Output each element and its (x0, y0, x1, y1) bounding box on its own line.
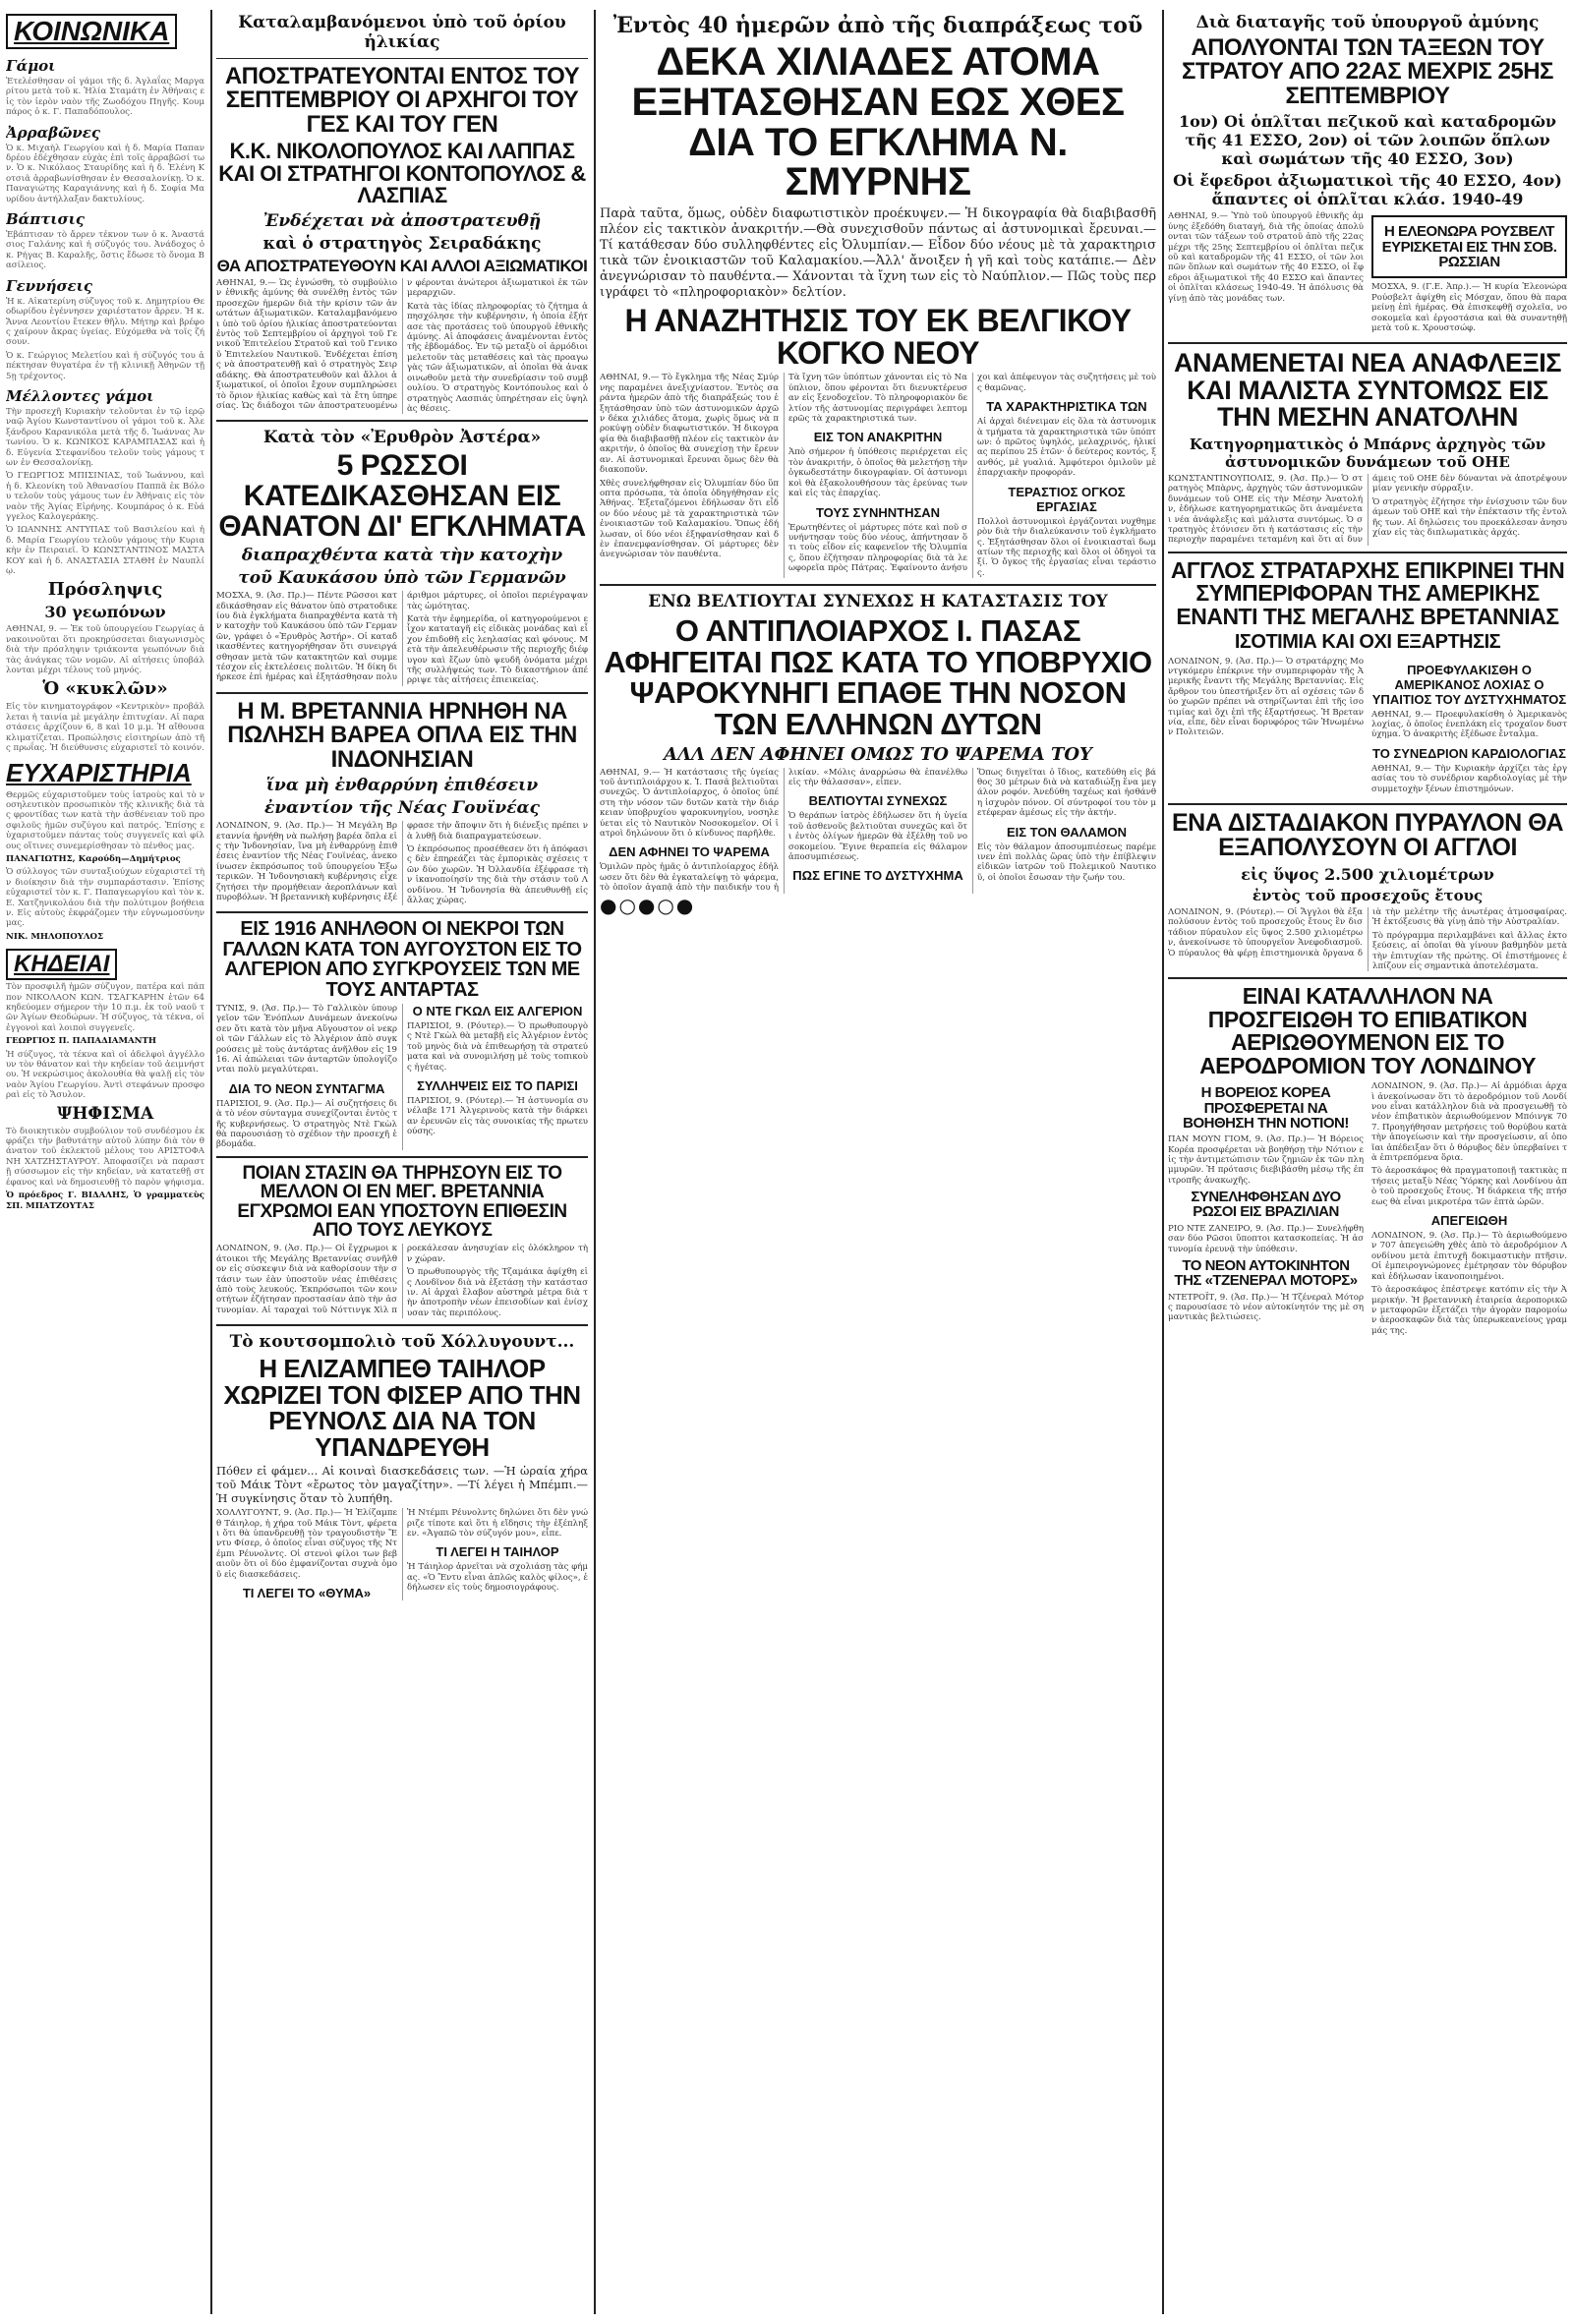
article-body (1168, 211, 1364, 336)
ornament: ●○●○● (600, 893, 696, 917)
article-headline: ΔΕΚΑ ΧΙΛΙΑΔΕΣ ΑΤΟΜΑ ΕΞΗΤΑΣΘΗΣΑΝ ΕΩΣ ΧΘΕΣ ΔΙΑ ΤΟ ΕΓΚΛΗΜΑ Ν. ΣΜΥΡΝΗΣ (631, 40, 1125, 204)
article-row (1168, 657, 1567, 797)
thanks-header: ΕΥΧΑΡΙΣΤΗΡΙΑ (6, 757, 192, 787)
column-two (216, 10, 588, 2314)
article-body (600, 373, 1156, 578)
article-text: Εἰς τὸν θάλαμον ἀποσυμπιέσεως παρέμεινεν ἐπὶ πολλὰς ὥρας ὑπὸ τὴν ἐπίβλεψιν εἰδικῶν ἰατρῶν τοῦ Πολεμικοῦ Ναυτικοῦ, οἱ ὁποῖοι ἔσωσαν τὴν ζωήν του. (977, 842, 1156, 883)
article-text: ΑΘΗΝΑΙ, 9.— Ἡ κατάστασις τῆς ὑγείας τοῦ ἀντιπλοιάρχου κ. Ἰ. Πασᾶ βελτιοῦται συνεχῶς. Ὁ ἀντιπλοίαρχος, ὁ ὁποῖος ὑπέστη τὴν νόσον τῶν δυτῶν κατὰ τὴν διάρκειαν ὑποβρυχίου ψαροκυνηγίου, νοσηλεύεται εἰς τὸ Ναυτικὸν Νοσοκομεῖον. Οἱ ἰατροὶ δηλώνουν ὅτι ὁ κίνδυνος παρῆλθε. (600, 767, 779, 839)
article-text: ΑΘΗΝΑΙ, 9.— Ὡς ἐγνώσθη, τὸ συμβούλιον ἐθνικῆς ἀμύνης θὰ συνέλθῃ ἐντὸς τῶν προσεχῶν ἡμερῶν διὰ τὴν κρίσιν τῶν ἀνωτάτων ἀξιωματικῶν. Καταλαμβανόμενοι ὑπὸ τοῦ ὁρίου ἡλικίας ἀποστρατεύονται ἐντὸς τοῦ Σεπτεμβρίου οἱ ἀρχηγοὶ τοῦ Γενικοῦ Ἐπιτελείου Στρατοῦ καὶ τοῦ Γενικοῦ Ἐπιτελείου Ναυτικοῦ. Ἐνδέχεται ἐπίσης νὰ ἀποστρατευθῇ καὶ ὁ στρατηγὸς Σειραδάκης. Θὰ ἀποστρατευθοῦν καὶ ἄλλοι ἀξιωματικοί, οἱ ὁποῖοι ἔχουν συμπληρώσει τὸ ὅριον ἡλικίας καθὼς καὶ τὰ ἔτη ὑπηρεσίας. Ὡς διάδοχοι τῶν ἀποστρατευομένων φέρονται ἀνώτεροι ἀξιωματικοὶ ἐκ τῶν μεραρχιῶν. (216, 278, 588, 411)
births-header: Γεννήσεις (6, 276, 93, 295)
article-headline: ΕΙΣ 1916 ΑΝΗΛΘΟΝ ΟΙ ΝΕΚΡΟΙ ΤΩΝ ΓΑΛΛΩΝ ΚΑΤΑ ΤΟΝ ΑΥΓΟΥΣΤΟΝ ΕΙΣ ΤΟ ΑΛΓΕΡΙΟΝ ΑΠΟ ΣΥΓΚΡΟΥΣΕΙΣ ΤΩΝ ΜΕ ΤΟΥΣ ΑΝΤΑΡΤΑΣ (222, 918, 582, 1001)
article-subheading: ΤΑ ΧΑΡΑΚΤΗΡΙΣΤΙΚΑ ΤΩΝ (986, 399, 1147, 415)
article-text: ΚΩΝΣΤΑΝΤΙΝΟΥΠΟΛΙΣ, 9. (Ἀσ. Πρ.)— Ὁ στρατηγὸς Μπὰρνς, ἀρχηγὸς τῶν ἀστυνομικῶν δυνάμεων τοῦ ΟΗΕ εἰς τὴν Μέσην Ἀνατολήν, ἐδήλωσε κατηγορηματικῶς ὅτι ἀναμένεται νέα ἀνάφλεξις καὶ μάλιστα συντόμως. Ὁ στρατηγὸς ἐτόνισεν ὅτι ἡ κατάστασις εἰς τὴν περιοχὴν παραμένει τεταμένη καὶ ὅτι αἱ δυνάμεις τοῦ ΟΗΕ δὲν δύνανται νὰ ἀποτρέψουν μίαν γενικὴν σύρραξιν. (1168, 473, 1567, 546)
article-headline: ΑΠΟΣΤΡΑΤΕΥΟΝΤΑΙ ΕΝΤΟΣ ΤΟΥ ΣΕΠΤΕΜΒΡΙΟΥ ΟΙ ΑΡΧΗΓΟΙ ΤΟΥ ΓΕΣ ΚΑΙ ΤΟΥ ΓΕΝ (224, 63, 580, 138)
column-four (1168, 10, 1567, 2314)
social-header: ΚΟΙΝΩΝΙΚΑ (6, 14, 177, 49)
article-body (1371, 1081, 1567, 1339)
article-text: ΧΟΛΛΥΓΟΥΝΤ, 9. (Ἀσ. Πρ.)— Ἡ Ἐλίζαμπεθ Τάιηλορ, ἡ χήρα τοῦ Μάικ Τὸντ, φέρεται ὅτι θὰ ὑπανδρευθῇ τὸν τραγουδιστὴν Ἔντυ Φίσερ, ὁ ὁποῖος εἶναι σύζυγος τῆς Ντέμπι Ρέυνολντς. Οἱ στενοὶ φίλοι των βεβαιοῦν ὅτι οἱ δύο ἐμφανίζονται συχνὰ ὁμοῦ εἰς διασκεδάσεις. (216, 1508, 397, 1580)
article-headline: Ο ΑΝΤΙΠΛΟΙΑΡΧΟΣ Ι. ΠΑΣΑΣ ΑΦΗΓΕΙΤΑΙ ΠΩΣ ΚΑΤΑ ΤΟ ΥΠΟΒΡΥΧΙΟ ΨΑΡΟΚΥΝΗΓΙ ΕΠΑΘΕ ΤΗΝ ΝΟΣΟΝ ΤΩΝ ΕΛΛΗΝΩΝ ΔΥΤΩΝ (604, 613, 1152, 741)
article-headline: Η ΒΟΡΕΙΟΣ ΚΟΡΕΑ ΠΡΟΣΦΕΡΕΤΑΙ ΝΑ ΒΟΗΘΗΣΗ ΤΗΝ ΝΟΤΙΟΝ! (1183, 1084, 1349, 1132)
article-text: Ὁ σύλλογος τῶν συνταξιούχων εὐχαριστεῖ τὴν διοίκησιν διὰ τὴν συμπαράστασιν. Ἐπίσης εὐχαριστεῖ τὸν κ. Γ. Παπαγεωργίου καὶ τὸν κ. Ε. Χατζηνικολάου διὰ τὴν πολύτιμον βοήθειαν. Εἰς αὐτοὺς ἐκφράζομεν τὴν εὐγνωμοσύνην μας. (6, 867, 204, 929)
article-text: Ὁ πρωθυπουργὸς τῆς Τζαμάικα ἀφίχθη εἰς Λονδῖνον διὰ νὰ ἐξετάσῃ τὴν κατάστασιν. Αἱ ἀρχαὶ ἔλαβον αὐστηρὰ μέτρα διὰ τὴν ἀποτροπὴν νέων ἐπεισοδίων καὶ ἐνίσχυσαν τὰς περιπόλους. (407, 1267, 588, 1318)
article-kicker: ΕΝΩ ΒΕΛΤΙΟΥΤΑΙ ΣΥΝΕΧΩΣ Η ΚΑΤΑΣΤΑΣΙΣ ΤΟΥ (648, 592, 1108, 612)
divider (600, 584, 1156, 586)
article-text: ΑΘΗΝΑΙ, 9. — Ἐκ τοῦ ὑπουργείου Γεωργίας ἀνακοινοῦται ὅτι προκηρύσσεται διαγωνισμὸς διὰ τὴν πρόσληψιν τριάκοντα γεωπόνων διὰ τὰς ἀνάγκας τῶν νομῶν. Αἱ αἰτήσεις ὑποβάλλονται μέχρι τέλους τοῦ μηνός. (6, 624, 204, 676)
hiring-subheader: 30 γεωπόνων (44, 603, 166, 622)
article-headline: Η Μ. ΒΡΕΤΑΝΝΙΑ ΗΡΝΗΘΗ ΝΑ ΠΩΛΗΣΗ ΒΑΡΕΑ ΟΠΛΑ ΕΙΣ ΤΗΝ ΙΝΔΟΝΗΣΙΑΝ (227, 697, 577, 773)
divider (1168, 803, 1567, 805)
article-text: Ὁμιλῶν πρὸς ἡμᾶς ὁ ἀντιπλοίαρχος ἐδήλωσεν ὅτι δὲν θὰ ἐγκαταλείψῃ τὸ ψάρεμα, τὸ ὁποῖον ἀγαπᾷ ἀπὸ τὴν παιδικήν του ἡλικίαν. «Μόλις ἀναρρώσω θὰ ἐπανέλθω εἰς τὴν θάλασσαν», εἶπεν. (600, 767, 967, 894)
article-text: Χθὲς συνελήφθησαν εἰς Ὀλυμπίαν δύο ὕποπτα πρόσωπα, τὰ ὁποῖα ὁδηγήθησαν εἰς Ἀθήνας. Ἐξεταζόμενοι ἐδήλωσαν ὅτι εἶδον δύο νέους μὲ τὰ χαρακτηριστικὰ τῶν ἐνοικιαστῶν τοῦ Καλαμακίου. Ὅπως ἐδήλωσαν, οἱ δύο νέοι ἐξηφανίσθησαν καὶ δὲν ἐπανεμφανίσθησαν. Οἱ μάρτυρες δὲν ἀνεγνώρισαν τὸν παυθέντα. (600, 478, 779, 560)
article-text: Ὁ ἐκπρόσωπος προσέθεσεν ὅτι ἡ ἀπόφασις δὲν ἐπηρεάζει τὰς ἐμπορικὰς σχέσεις τῶν δύο χωρῶν. Ἡ Ὀλλανδία ἐξέφρασε τὴν ἱκανοποίησίν της διὰ τὴν στάσιν τοῦ Λονδίνου. Ἡ Ἰνδονησία θὰ ἀπευθυνθῇ εἰς ἄλλας χώρας. (407, 843, 588, 906)
article-subheadline: 1ον) Οἱ ὁπλῖται πεζικοῦ καὶ καταδρομῶν τῆς 41 ΕΣΣΟ, 2ον) οἱ τῶν λοιπῶν ὅπλων καὶ σωμάτων τῆς 40 ΕΣΣΟ, 3ον) (1178, 112, 1557, 169)
article-text: Ἐβάπτισαν τὸ ἄρρεν τέκνον των ὁ κ. Ἀναστάσιος Γαλάνης καὶ ἡ σύζυγός του. Ἀνάδοχος ὁ κ. Ρήγας Β. Καραλῆς, ὅστις ἔδωσε τὸ ὄνομα Βασίλειος. (6, 230, 204, 271)
boxed-article (1371, 215, 1567, 278)
divider (216, 1156, 588, 1158)
article-text: Ἐρωτηθέντες οἱ μάρτυρες πότε καὶ ποῦ συνήντησαν τοὺς δύο νέους, ἀπήντησαν ὅτι τοὺς εἶδον εἰς καφενεῖον τῆς Ὀλυμπίας, ὅπου ἐζήτησαν πληροφορίας διὰ τὰ λεωφορεῖα πρὸς Πάτρας. Ἐφαίνοντο ἀνήσυχοι καὶ ἀπέφευγον τὰς συζητήσεις μὲ τοὺς θαμῶνας. (788, 373, 1156, 574)
article-sidebar (1168, 1081, 1364, 1339)
article-row (1168, 1081, 1567, 1339)
kukloi-header: Ὁ «κυκλῶν» (42, 678, 168, 700)
article-subheading: ΕΙΣ ΤΟΝ ΑΝΑΚΡΙΤΗΝ (813, 430, 943, 445)
article-body (1168, 474, 1567, 546)
article-sidebar (1371, 211, 1567, 336)
article-text: Ὁ θεράπων ἰατρὸς ἐδήλωσεν ὅτι ἡ ὑγεία τοῦ ἀσθενοῦς βελτιοῦται συνεχῶς καὶ ὅτι ἐντὸς ὀλίγων ἡμερῶν θὰ ἐξέλθῃ τοῦ νοσοκομείου. Ἔγινε θεραπεία εἰς θάλαμον ἀποσυμπιέσεως. (788, 811, 967, 862)
article-subheadline: ΙΣΟΤΙΜΙΑ ΚΑΙ ΟΧΙ ΕΞΑΡΤΗΣΙΣ (1234, 631, 1501, 654)
article-text: Ὅπως διηγεῖται ὁ ἴδιος, κατεδύθη εἰς βάθος 30 μέτρων διὰ νὰ καταδιώξῃ ἕνα μεγάλον ροφόν. Ἀνεδύθη ταχέως καὶ ἠσθάνθη ἰσχυρὸν πόνον. Οἱ σύντροφοί του τὸν μετέφεραν ἀμέσως εἰς τὴν ἀκτήν. (977, 767, 1156, 819)
article-text: ΤΥΝΙΣ, 9. (Ἀσ. Πρ.)— Τὸ Γαλλικὸν ὑπουργεῖον τῶν Ἐνόπλων Δυνάμεων ἀνεκοίνωσεν ὅτι κατὰ τὸν μῆνα Αὔγουστον οἱ νεκροὶ τῶν Γάλλων εἰς τὸ Ἀλγέριον ἀπὸ συγκρούσεις μὲ τοὺς ἀντάρτας ἀνῆλθον εἰς 1916. Αἱ ἀπώλειαι τῶν ἀνταρτῶν ὑπολογίζονται πολὺ μεγαλύτεραι. (216, 1003, 397, 1075)
article-text: ΛΟΝΔΙΝΟΝ, 9. (Ἀσ. Πρ.)— Ὁ στρατάρχης Μοντγκόμερυ ἐπέκρινε τὴν συμπεριφορὰν τῆς Ἀμερικῆς ἔναντι τῆς Μεγάλης Βρεταννίας. Εἰς ἄρθρον του ὑπεστήριξεν ὅτι αἱ σχέσεις τῶν δύο χωρῶν πρέπει νὰ στηρίζωνται ἐπὶ τῆς ἰσοτιμίας καὶ ὄχι ἐπὶ τῆς ἐξαρτήσεως. Ἡ Βρεταννία, εἶπε, δὲν εἶναι δορυφόρος τῶν Ἡνωμένων Πολιτειῶν. (1168, 656, 1364, 738)
article-text: Τὸ πρόγραμμα περιλαμβάνει καὶ ἄλλας ἐκτοξεύσεις, αἱ ὁποῖαι θὰ γίνουν βαθμηδὸν μετὰ τὴν ἐπιτυχίαν τῆς πρώτης. Οἱ ἐπιστήμονες ἐλπίζουν εἰς σημαντικὰ ἀποτελέσματα. (1372, 930, 1567, 971)
article-text: Αἱ ἀρχαὶ διένειμαν εἰς ὅλα τὰ ἀστυνομικὰ τμήματα τὰ χαρακτηριστικὰ τῶν ὑπόπτων: ὁ πρῶτος ὑψηλός, μελαχρινός, ἡλικίας περίπου 25 ἐτῶν· ὁ δεύτερος κοντός, ξανθός, μὲ γυαλιά. Ἀμφότεροι ὁμιλοῦν μὲ ἐπαρχιακὴν προφοράν. (977, 417, 1156, 479)
article-kicker: Καταλαμβανόμενοι ὑπὸ τοῦ ὁρίου ἡλικίας (238, 13, 566, 52)
article-body (216, 1508, 588, 1600)
article-text: ΑΘΗΝΑΙ, 9.— Προεφυλακίσθη ὁ Ἀμερικανὸς λοχίας, ὁ ὁποῖος ἐνεπλάκη εἰς τροχαῖον δυστύχημα. Ὁ ἀνακριτὴς ἐξέδωσε ἔνταλμα. (1371, 709, 1567, 740)
article-text: Ὁ κ. Μιχαὴλ Γεωργίου καὶ ἡ δ. Μαρία Παπανδρέου ἐδέχθησαν εὐχὰς ἐπὶ τοῖς ἀρραβῶσί των. Ὁ κ. Νικόλαος Σταυρίδης καὶ ἡ δ. Ἑλένη Κοτσιᾶ ἀρραβωνίσθησαν ἐν Θεσσαλονίκῃ. Ὁ κ. Παναγιώτης Καραγιάννης καὶ ἡ δ. Σοφία Μαυρίδου ἀντήλλαξαν δακτυλίους. (6, 143, 204, 204)
article-body (216, 591, 588, 686)
article-text: Ἡ Ντέμπι Ρέυνολντς δηλώνει ὅτι δὲν γνώριζε τίποτε καὶ ὅτι ἡ εἴδησις τὴν ἐξέπληξεν. «Ἀγαπῶ τὸν σύζυγόν μου», εἶπε. (407, 1508, 588, 1540)
baptisms-header: Βάπτισις (6, 210, 86, 229)
article-subheadline: ἵνα μὴ ἐνθαρρύνη ἐπιθέσειν (265, 776, 539, 796)
divider (1168, 977, 1567, 979)
signature: Ὁ πρόεδρος Γ. ΒΙΔΑΛΗΣ, Ὁ γραμματεὺς ΣΠ. ΜΠΑΤΖΟΥΤΑΣ (6, 1191, 204, 1211)
divider (216, 692, 588, 694)
article-row (1168, 211, 1567, 336)
article-headline: ΑΠΟΛΥΟΝΤΑΙ ΤΩΝ ΤΑΞΕΩΝ ΤΟΥ ΣΤΡΑΤΟΥ ΑΠΟ 22ΑΣ ΜΕΧΡΙΣ 25ΗΣ ΣΕΠΤΕΜΒΡΙΟΥ (1182, 34, 1553, 109)
article-text: Ὁ κ. Γεώργιος Μελετίου καὶ ἡ σύζυγός του ἀπέκτησαν θυγατέρα ἐν τῇ κλινικῇ Ἀθηνῶν τῇ 5ῃ τρέχοντος. (6, 350, 204, 381)
article-text: Θερμῶς εὐχαριστοῦμεν τοὺς ἰατροὺς καὶ τὸ νοσηλευτικὸν προσωπικὸν τῆς κλινικῆς διὰ τὰς φροντίδας των κατὰ τὴν ἀσθένειαν τοῦ προσφιλοῦς ἡμῶν συζύγου καὶ πατρός. Ἐπίσης εὐχαριστοῦμεν πάντας τοὺς συγγενεῖς καὶ φίλους οἵτινες συνεμερίσθησαν τὸ πένθος μας. (6, 789, 204, 851)
article-subheading: ΤΙ ΛΕΓΕΙ Η ΤΑΙΗΛΟΡ (436, 1544, 559, 1560)
article-subheading: ΒΕΛΤΙΟΥΤΑΙ ΣΥΝΕΧΩΣ (808, 793, 948, 809)
article-body (216, 1004, 588, 1150)
divider (216, 911, 588, 913)
column-rule (1162, 10, 1164, 2314)
article-text: ΠΑΝ ΜΟΥΝ ΓΙΟΜ, 9. (Ἀσ. Πρ.)— Ἡ Βόρειος Κορέα προσφέρεται νὰ βοηθήσῃ τὴν Νότιον εἰς τὴν ἀντιμετώπισιν τῶν ζημιῶν ἐκ τῶν πλημμυρῶν. Ἡ πρότασις διεβιβάσθη μέσῳ τῆς ἐπιτροπῆς ἀνακωχῆς. (1168, 1134, 1364, 1186)
article-headline: ΕΝΑ ΔΙΣΤΑΔΙΑΚΟΝ ΠΥΡΑΥΛΟΝ ΘΑ ΕΞΑΠΟΛΥΣΟΥΝ ΟΙ ΑΓΓΛΟΙ (1171, 808, 1564, 862)
article-subheading: ΤΙ ΛΕΓΕΙ ΤΟ «ΘΥΜΑ» (242, 1586, 372, 1601)
article-body (216, 821, 588, 905)
signature: ΓΕΩΡΓΙΟΣ Π. ΠΑΠΑΔΙΑΜΑΝΤΗ (6, 1036, 157, 1047)
article-text: Τὰ ἴχνη τῶν ὑπόπτων χάνονται εἰς τὸ Ναύπλιον, ὅπου φέρονται ὅτι διενυκτέρευσαν εἰς ξενοδοχεῖον. Τὸ πληροφοριακὸν δελτίον τῆς ἀστυνομίας περιγράφει λεπτομερῶς τὰ χαρακτηριστικά των. (788, 373, 967, 425)
article-subheading: ΣΥΛΛΗΨΕΙΣ ΕΙΣ ΤΟ ΠΑΡΙΣΙ (417, 1078, 578, 1094)
article-text: Ἡ σύζυγος, τὰ τέκνα καὶ οἱ ἀδελφοὶ ἀγγέλλουν τὸν θάνατον καὶ τὴν κηδείαν τοῦ ἀειμνήστου. Ἡ νεκρώσιμος ἀκολουθία θὰ ψαλῇ εἰς τὸν ναὸν Ἁγίου Γεωργίου. Ἀντὶ στεφάνων προσφοραὶ εἰς τὸ Ἄσυλον. (6, 1049, 204, 1101)
article-text: ΝΤΕΤΡΟΪΤ, 9. (Ἀσ. Πρ.)— Ἡ Τζένεραλ Μότορς παρουσίασε τὸ νέον αὐτοκίνητόν της μὲ σημαντικὰς βελτιώσεις. (1168, 1292, 1364, 1323)
article-kicker: Τὸ κουτσομπολιὸ τοῦ Χόλλυγουντ... (229, 1332, 575, 1353)
article-text: Ὁ ΙΩΑΝΝΗΣ ΑΝΤΥΠΑΣ τοῦ Βασιλείου καὶ ἡ δ. Μαρία Γεωργίου τελοῦν γάμους τὴν Κυριακὴν ἐν Πειραιεῖ. Ὁ ΚΩΝΣΤΑΝΤΙΝΟΣ ΜΑΣΤΑΚΟΥ καὶ ἡ δ. ΑΝΑΣΤΑΣΙΑ ΣΤΑΘΗ ἐν Ναυπλίῳ. (6, 525, 204, 577)
signature: ΝΙΚ. ΜΗΛΟΠΟΥΛΟΣ (6, 931, 104, 942)
article-text: Εἰς τὸν κινηματογράφον «Κεντρικὸν» προβάλλεται ἡ ταινία μὲ μεγάλην ἐπιτυχίαν. Αἱ παραστάσεις ἀρχίζουν 6, 8 καὶ 10 μ.μ. Ἡ αἴθουσα κλιματίζεται. Προπώλησις εἰσιτηρίων ἀπὸ τῆς πρωΐας. Ἡ διεύθυνσις εὐχαριστεῖ τὸ κοινόν. (6, 702, 204, 754)
divider (216, 1324, 588, 1326)
article-subheadline: ΘΑ ΑΠΟΣΤΡΑΤΕΥΘΟΥΝ ΚΑΙ ΑΛΛΟΙ ΑΞΙΩΜΑΤΙΚΟΙ (216, 256, 588, 275)
article-subheading: ΤΕΡΑΣΤΙΟΣ ΟΓΚΟΣ ΕΡΓΑΣΙΑΣ (1008, 484, 1126, 514)
article-headline: ΠΟΙΑΝ ΣΤΑΣΙΝ ΘΑ ΤΗΡΗΣΟΥΝ ΕΙΣ ΤΟ ΜΕΛΛΟΝ ΟΙ ΕΝ ΜΕΓ. ΒΡΕΤΑΝΝΙΑ ΕΓΧΡΩΜΟΙ ΕΑΝ ΥΠΟΣΤΟΥΝ ΕΠΙΘΕΣΙΝ ΑΠΟ ΤΟΥΣ ΛΕΥΚΟΥΣ (237, 1162, 567, 1241)
column-rule (210, 10, 212, 2314)
article-headline: 5 ΡΩΣΣΟΙ ΚΑΤΕΔΙΚΑΣΘΗΣΑΝ ΕΙΣ ΘΑΝΑΤΟΝ ΔΙ' ΕΓΚΛΗΜΑΤΑ (218, 449, 586, 543)
article-kicker: Ἐνδέχεται νὰ ἀποστρατευθῇ (262, 210, 542, 231)
article-kicker: Διὰ διαταγῆς τοῦ ὑπουργοῦ ἀμύνης (1195, 13, 1540, 32)
article-text: Ἡ κ. Αἰκατερίνη σύζυγος τοῦ κ. Δημητρίου Θεοδωρίδου ἐγέννησεν χαριέστατον ἄρρεν. Ἡ κ. Ἄννα Λεοντίου ἔτεκεν θῆλυ. Μήτηρ καὶ βρέφος χαίρουν ἄκρας ὑγείας. Εὐχόμεθα νὰ τοῖς ζήσουν. (6, 296, 204, 348)
article-subheading: ΠΡΟΕΦΥΛΑΚΙΣΘΗ Ο ΑΜΕΡΙΚΑΝΟΣ ΛΟΧΙΑΣ Ο ΥΠΑΙΤΙΟΣ ΤΟΥ ΔΥΣΤΥΧΗΜΑΤΟΣ (1371, 662, 1567, 707)
article-subheadline: ἐναντίον τῆς Νέας Γουϊνέας (263, 798, 540, 819)
article-subheading: ΔΕΝ ΑΦΗΝΕΙ ΤΟ ΨΑΡΕΜΑ (609, 844, 770, 860)
article-text: ΠΑΡΙΣΙΟΙ, 9. (Ρόυτερ).— Ἡ ἀστυνομία συνέλαβε 171 Ἀλγερινοὺς κατὰ τὴν διάρκειαν ἐρευνῶν εἰς τὰς συνοικίας τῆς πρωτευούσης. (407, 1096, 588, 1137)
article-text: ΑΘΗΝΑΙ, 9.— Τὸ ἔγκλημα τῆς Νέας Σμύρνης παραμένει ἀνεξιχνίαστον. Ἐντὸς σαράντα ἡμερῶν ἀπὸ τῆς διαπράξεώς του ἐξητάσθησαν ὑπὸ τῶν ἀστυνομικῶν ἀρχῶν δέκα χιλιάδες ἄτομα, χωρὶς ὅμως νὰ προκύψῃ οὐδὲν διαφωτιστικόν. Ἡ δικογραφία θὰ διαβιβασθῇ πλέον εἰς τακτικὸν ἀνακριτήν, ὁ ὁποῖος θὰ συνεχίσῃ τὴν ἔρευναν. Αἱ ἀστυνομικαὶ ἔρευναι ὅμως δὲν θὰ διακοποῦν. (600, 373, 779, 476)
hiring-header: Πρόσληψις (47, 579, 163, 601)
article-text: ΛΟΝΔΙΝΟΝ, 9. (Ἀσ. Πρ.)— Οἱ ἔγχρωμοι κάτοικοι τῆς Μεγάλης Βρεταννίας συνῆλθον εἰς σύσκεψιν διὰ νὰ καθορίσουν τὴν στάσιν των ἐὰν ὑποστοῦν νέας ἐπιθέσεις ἀπὸ τοὺς λευκούς. Ἐκπρόσωποι τῶν κοινοτήτων ἐζήτησαν προστασίαν ἀπὸ τὴν ἀστυνομίαν. Αἱ ταραχαὶ τοῦ Νόττινγκ Χὶλ προεκάλεσαν ἀνησυχίαν εἰς ὁλόκληρον τὴν χώραν. (216, 1244, 588, 1315)
divider (216, 58, 588, 59)
article-text: ΠΑΡΙΣΙΟΙ, 9. (Ἀσ. Πρ.)— Αἱ συζητήσεις διὰ τὸ νέον σύνταγμα συνεχίζονται ἐντὸς τῆς κυβερνήσεως. Ὁ στρατηγὸς Ντὲ Γκὼλ θὰ παρουσιάσῃ τὸ σχέδιον τὴν προσεχῆ ἑβδομάδα. (216, 1098, 397, 1150)
article-kicker: Κατὰ τὸν «Ἐρυθρὸν Ἀστέρα» (262, 428, 542, 448)
article-subheadline: ἐντὸς τοῦ προσεχοῦς ἔτους (1252, 886, 1484, 904)
article-text: ΑΘΗΝΑΙ, 9.— Τὴν Κυριακὴν ἀρχίζει τὰς ἐργασίας του τὸ συνέδριον καρδιολογίας μὲ τὴν συμμετοχὴν ξένων ἐπιστημόνων. (1371, 763, 1567, 794)
divider (1168, 552, 1567, 553)
article-text: Ἐτελέσθησαν οἱ γάμοι τῆς δ. Ἀγλαΐας Μαργαρίτου μετὰ τοῦ κ. Ἠλία Σταμάτη ἐν Ἀθήναις εἰς τὸν ἱερὸν ναὸν τῆς Ζωοδόχου Πηγῆς. Κουμπάρος ὁ κ. Γ. Παπαδόπουλος. (6, 77, 204, 118)
article-text: ΡΙΟ ΝΤΕ ΖΑΝΕΙΡΟ, 9. (Ἀσ. Πρ.)— Συνελήφθησαν δύο Ρῶσοι ὕποπτοι κατασκοπείας. Ἡ ἀστυνομία ἐρευνᾷ τὴν ὑπόθεσιν. (1168, 1223, 1364, 1254)
article-subheadline: διαπραχθέντα κατὰ τὴν κατοχὴν (241, 546, 563, 566)
article-text: ΛΟΝΔΙΝΟΝ, 9. (Ρόυτερ).— Οἱ Ἄγγλοι θὰ ἐξαπολύσουν ἐντὸς τοῦ προσεχοῦς ἔτους ἓν διστάδιον πύραυλον εἰς ὕψος 2.500 χιλιομέτρων, ἀνεκοίνωσε τὸ ὑπουργεῖον Ἀνεφοδιασμοῦ. Ὁ πύραυλος θὰ φέρῃ ἐπιστημονικὰ ὄργανα διὰ τὴν μελέτην τῆς ἀνωτέρας ἀτμοσφαίρας. Ἡ ἐκτόξευσις θὰ γίνῃ ἀπὸ τὴν Αὐστραλίαν. (1168, 906, 1567, 959)
article-text: Κατὰ τὰς ἰδίας πληροφορίας τὸ ζήτημα ἀπησχόλησε τὴν κυβέρνησιν, ἡ ὁποία ἐξήτασε τὰς προτάσεις τοῦ ὑπουργοῦ ἐθνικῆς ἀμύνης. Αἱ ἀποφάσεις ἀναμένονται ἐντὸς τῆς ἑβδομάδος. Ἐν τῷ μεταξὺ οἱ ἀρμόδιοι μελετοῦν τὰς μεταθέσεις καὶ τὰς προαγωγὰς τῶν ἀξιωματικῶν, αἱ ὁποῖαι θὰ ἀνακοινωθοῦν μετὰ τὴν συνεδρίασιν τοῦ συμβουλίου. Ὁ στρατηγὸς Κοντόπουλος καὶ ὁ στρατηγὸς Λασπιάς ὑπηρέτησαν εἰς ὑψηλὰς θέσεις. (407, 301, 588, 414)
article-headline: ΕΙΝΑΙ ΚΑΤΑΛΛΗΛΟΝ ΝΑ ΠΡΟΣΓΕΙΩΘΗ ΤΟ ΕΠΙΒΑΤΙΚΟΝ ΑΕΡΙΩΘΟΥΜΕΝΟΝ ΕΙΣ ΤΟ ΑΕΡΟΔΡΟΜΙΟΝ ΤΟΥ ΛΟΝΔΙΝΟΥ (1199, 983, 1536, 1078)
article-text: Τὸ ἀεροσκάφος ἐπέστρεψε κατόπιν εἰς τὴν Ἀμερικήν. Ἡ βρεταννικὴ ἑταιρεία ἀεροπορικῶν μεταφορῶν ἐξετάζει τὴν ἀγορὰν παρομοίων ἀεροσκαφῶν διὰ τὰς ὑπερωκεανείους γραμμάς της. (1371, 1285, 1567, 1336)
article-text: Τὸ διοικητικὸν συμβούλιον τοῦ συνδέσμου ἐκφράζει τὴν βαθυτάτην αὐτοῦ λύπην διὰ τὸν θάνατον τοῦ ἐκλεκτοῦ μέλους του ΑΡΙΣΤΟΦΑΝΗ ΧΑΤΖΗΣΤΑΥΡΟΥ. Ἀποφασίζει νὰ παραστῇ σύσσωμον εἰς τὴν κηδείαν, νὰ κατατεθῇ στέφανος καὶ νὰ δημοσιευθῇ τὸ παρὸν ψήφισμα. (6, 1126, 204, 1188)
article-headline: ΑΓΓΛΟΣ ΣΤΡΑΤΑΡΧΗΣ ΕΠΙΚΡΙΝΕΙ ΤΗΝ ΣΥΜΠΕΡΙΦΟΡΑΝ ΤΗΣ ΑΜΕΡΙΚΗΣ ΕΝΑΝΤΙ ΤΗΣ ΜΕΓΑΛΗΣ ΒΡΕΤΑΝΝΙΑΣ (1170, 556, 1565, 629)
article-lead: Πόθεν εἰ φάμεν... Αἱ κοιναὶ διασκεδάσεις των. —Ἡ ὡραία χήρα τοῦ Μάικ Τὸντ «ἔρωτος τὸν μαγαζίτην». —Τί λέγει ἡ Μπέμπι.—Ἡ συγκίνησις ὅταν τὸ λυπήθη. (216, 1464, 588, 1506)
article-text: Τὴν προσεχῆ Κυριακὴν τελοῦνται ἐν τῷ ἱερῷ ναῷ Ἁγίου Κωνσταντίνου οἱ γάμοι τοῦ κ. Ἀλεξάνδρου Καρανικόλα μετὰ τῆς δ. Ἰωάννας Ἀντωνίου. Ὁ κ. ΚΩΝΙΚΟΣ ΚΑΡΑΜΠΑΣΑΣ καὶ ἡ δ. Εὐγενία Στεφανίδου τελοῦν τοὺς γάμους των ἐν Θεσσαλονίκῃ. (6, 406, 204, 468)
article-headline: Η ΕΛΕΟΝΩΡΑ ΡΟΥΣΒΕΛΤ ΕΥΡΙΣΚΕΤΑΙ ΕΙΣ ΤΗΝ ΣΟΒ. ΡΩΣΣΙΑΝ (1381, 223, 1557, 270)
article-subheading: ΑΠΕΓΕΙΩΘΗ (1430, 1213, 1508, 1229)
article-text: ΜΟΣΧΑ, 9. (Ἀσ. Πρ.)— Πέντε Ρῶσσοι κατεδικάσθησαν εἰς θάνατον ὑπὸ στρατοδικείου διὰ ἐγκλήματα διαπραχθέντα κατὰ τὴν κατοχὴν τοῦ Καυκάσου ὑπὸ τῶν Γερμανῶν, γράφει ὁ «Ἐρυθρὸς Ἀστήρ». Οἱ καταδικασθέντες κατηγορήθησαν ὅτι συνειργάσθησαν μετὰ τῶν κατακτητῶν καὶ συμμετέσχον εἰς ἐκτελέσεις πολιτῶν. Ἡ δίκη διήρκεσε ἐπὶ ἡμέρας καὶ ἐξητάσθησαν πολυάριθμοι μάρτυρες, οἱ ὁποῖοι περιέγραψαν τὰς ὠμότητας. (216, 591, 588, 683)
article-text: ΠΑΡΙΣΙΟΙ, 9. (Ρόυτερ).— Ὁ πρωθυπουργὸς Ντὲ Γκὼλ θὰ μεταβῇ εἰς Ἀλγέριον ἐντὸς τοῦ μηνὸς διὰ νὰ ἐπιθεωρήσῃ τὰ στρατεύματα καὶ νὰ συνομιλήσῃ μὲ τοὺς τοπικοὺς ἡγέτας. (407, 1020, 588, 1073)
column-three (600, 10, 1156, 2314)
vote-header: ΨΗΦΙΣΜΑ (56, 1103, 154, 1124)
article-subheading: ΤΟΥΣ ΣΥΝΗΝΤΗΣΑΝ (815, 504, 941, 520)
divider (1168, 342, 1567, 344)
article-headline: Κ.Κ. ΝΙΚΟΛΟΠΟΥΛΟΣ ΚΑΙ ΛΑΠΠΑΣ ΚΑΙ ΟΙ ΣΤΡΑΤΗΓΟΙ ΚΟΝΤΟΠΟΥΛΟΣ & ΛΑΣΠΙΑΣ (218, 139, 586, 208)
article-subheadline: καὶ ὁ στρατηγὸς Σειραδάκης (262, 233, 542, 254)
article-text: Κατὰ τὴν ἐφημερίδα, οἱ κατηγορούμενοι εἶχον καταταγῆ εἰς εἰδικὰς μονάδας καὶ εἶχον ἐπιδοθῆ εἰς λεηλασίας καὶ φόνους. Μετὰ τὴν ἀπελευθέρωσιν τῆς περιοχῆς διέφυγον καὶ ἔζων ὑπὸ ψευδῆ ὀνόματα μέχρι τῆς συλλήψεώς των. Τὸ δικαστήριον ἀπέρριψε τὰς αἰτήσεις ἐπιεικείας. (407, 613, 588, 686)
article-subheadline: εἰς ὕψος 2.500 χιλιομέτρων (1241, 864, 1494, 884)
article-subheadline: ΑΛΛ ΔΕΝ ΑΦΗΝΕΙ ΟΜΩΣ ΤΟ ΨΑΡΕΜΑ ΤΟΥ (664, 743, 1092, 765)
column-rule (594, 10, 596, 2314)
article-headline: ΣΥΝΕΛΗΦΘΗΣΑΝ ΔΥΟ ΡΩΣΟΙ ΕΙΣ ΒΡΑΖΙΛΙΑΝ (1191, 1189, 1341, 1221)
article-subheadline: Οἱ ἔφεδροι ἀξιωματικοὶ τῆς 40 ΕΣΣΟ, 4ον) ἅπαντες οἱ ὁπλῖται κλάσ. 1940-49 (1173, 171, 1562, 209)
article-subheadline: τοῦ Καυκάσου ὑπὸ τῶν Γερμανῶν (238, 568, 566, 589)
article-headline: Η ΕΛΙΖΑΜΠΕΘ ΤΑΙΗΛΟΡ ΧΩΡΙΖΕΙ ΤΟΝ ΦΙΣΕΡ ΑΠΟ ΤΗΝ ΡΕΥΝΟΛΣ ΔΙΑ ΝΑ ΤΟΝ ΥΠΑΝΔΡΕΥΘΗ (223, 1354, 581, 1462)
article-text: ΑΘΗΝΑΙ, 9.— Ὑπὸ τοῦ ὑπουργοῦ ἐθνικῆς ἀμύνης ἐξεδόθη διαταγή, διὰ τῆς ὁποίας ἀπολύονται τῶν τάξεων τοῦ στρατοῦ ἀπὸ τῆς 22ας μέχρι τῆς 25ης Σεπτεμβρίου οἱ ὁπλῖται πεζικοῦ καὶ καταδρομῶν τῆς 41 ΕΣΣΟ, οἱ τῶν λοιπῶν ὅπλων καὶ σωμάτων τῆς 40 ΕΣΣΟ, οἱ ἔφεδροι ἀξιωματικοὶ τῆς 40 ΕΣΣΟ καὶ ἅπαντες οἱ ὁπλῖται κλάσεως 1940-49. Ἡ ἀπόλυσις θὰ γίνῃ ἀπὸ τὰς μονάδας των. (1168, 211, 1364, 304)
article-text: Ἀπὸ σήμερον ἡ ὑπόθεσις περιέρχεται εἰς τὸν ἀνακριτήν, ὁ ὁποῖος θὰ μελετήσῃ τὴν ὀγκωδεστάτην δικογραφίαν. Οἱ ἀστυνομικοὶ θὰ ἐξακολουθήσουν τὰς ἐρεύνας των καὶ εἰς τὰς ἐπαρχίας. (788, 447, 967, 499)
article-body (216, 278, 588, 414)
article-text: Ὁ ΓΕΩΡΓΙΟΣ ΜΠΙΣΙΝΙΑΣ, τοῦ Ἰωάννου, καὶ ἡ δ. Κλεονίκη τοῦ Ἀθανασίου Παππᾶ ἐκ Βόλου τελοῦν τοὺς γάμους των ἐν Ἀθήναις εἰς τὸν ναὸν τῆς Ἁγίας Εἰρήνης. Κουμπάρος ὁ κ. Εὐάγγελος Καλογεράκης. (6, 471, 204, 522)
signature: ΠΑΝΑΓΙΩΤΗΣ, Καρούδη—Δημήτριος (6, 853, 181, 864)
future-weddings-header: Μέλλοντες γάμοι (6, 386, 154, 405)
article-text: Ὁ στρατηγὸς ἐζήτησε τὴν ἐνίσχυσιν τῶν δυνάμεων τοῦ ΟΗΕ καὶ τὴν ἐπέκτασιν τῆς ἐντολῆς των. Αἱ δηλώσεις του προεκάλεσαν ἀνησυχίαν εἰς τὰς διπλωματικὰς ἀρχάς. (1372, 496, 1567, 538)
article-body (600, 768, 1156, 894)
article-headline: ΤΟ ΝΕΟΝ ΑΥΤΟΚΙΝΗΤΟΝ ΤΗΣ «ΤΖΕΝΕΡΑΛ ΜΟΤΟΡΣ» (1174, 1256, 1358, 1290)
article-sidebar (1371, 657, 1567, 797)
article-subheadline: Κατηγορηματικὸς ὁ Μπάρνς ἀρχηγὸς τῶν ἀστυνομικῶν δυνάμεων τοῦ ΟΗΕ (1189, 435, 1546, 471)
article-subheading: ΕΙΣ ΤΟΝ ΘΑΛΑΜΟΝ (1006, 824, 1128, 840)
article-body (1168, 657, 1364, 797)
article-text: Τὸ ἀεροσκάφος θὰ πραγματοποιῇ τακτικὰς πτήσεις μεταξὺ Νέας Ὑόρκης καὶ Λονδίνου ἀπὸ τοῦ προσεχοῦς ἔτους. Ἡ διάρκεια τῆς πτήσεως θὰ εἶναι μικροτέρα τῶν ἑπτὰ ὡρῶν. (1371, 1166, 1567, 1207)
divider (216, 420, 588, 422)
article-text: ΛΟΝΔΙΝΟΝ, 9. (Ἀσ. Πρ.)— Τὸ ἀεριωθούμενον 707 ἀπεγειώθη χθὲς ἀπὸ τὸ ἀεροδρόμιον Λονδίνου μετὰ ἐπιτυχῆ δοκιμαστικὴν πτῆσιν. Οἱ ἐμπειρογνώμονες ἐμέτρησαν τὸν θόρυβον καὶ ἐδήλωσαν ἱκανοποιημένοι. (1371, 1231, 1567, 1282)
article-subheading: ΤΟ ΣΥΝΕΔΡΙΟΝ ΚΑΡΔΙΟΛΟΓΙΑΣ (1372, 745, 1566, 761)
article-subheading: ΔΙΑ ΤΟ ΝΕΟΝ ΣΥΝΤΑΓΜΑ (228, 1080, 385, 1096)
article-body (216, 1244, 588, 1318)
article-subheading: Ο ΝΤΕ ΓΚΩΛ ΕΙΣ ΑΛΓΕΡΙΟΝ (412, 1003, 583, 1018)
social-column (6, 10, 204, 2314)
article-text: ΜΟΣΧΑ, 9. (Γ.Ε. Ἀπρ.).— Ἡ κυρία Ἐλεονώρα Ρούσβελτ ἀφίχθη εἰς Μόσχαν, ὅπου θὰ παραμείνῃ ἐπὶ ἡμέρας. Θὰ ἐπισκεφθῇ σχολεῖα, νοσοκομεῖα καὶ ἐργοστάσια καὶ θὰ συναντηθῇ μετὰ τοῦ κ. Χρουστσώφ. (1371, 282, 1567, 333)
article-body (1168, 907, 1567, 971)
weddings-header: Γάμοι (6, 57, 56, 75)
article-text: ΛΟΝΔΙΝΟΝ, 9. (Ἀσ. Πρ.)— Ἡ Μεγάλη Βρεταννία ἠρνήθη νὰ πωλήσῃ βαρέα ὅπλα εἰς τὴν Ἰνδονησίαν, ἵνα μὴ ἐνθαρρύνῃ ἐπιθέσεις ἐναντίον τῆς Νέας Γουϊνέας, ἀνεκοίνωσεν ἐκπρόσωπος τοῦ ὑπουργείου Ἐξωτερικῶν. Ἡ Ἰνδονησιακὴ κυβέρνησις εἶχε ζητήσει τὴν προμήθειαν ἀεροπλάνων καὶ πυροβόλων. Ἡ βρεταννικὴ κυβέρνησις ἐξέφρασε τὴν ἄποψιν ὅτι ἡ διένεξις πρέπει νὰ λυθῇ διὰ διαπραγματεύσεων. (216, 821, 588, 903)
article-text: ΛΟΝΔΙΝΟΝ, 9. (Ἀσ. Πρ.)— Αἱ ἀρμόδιαι ἀρχαὶ ἀνεκοίνωσαν ὅτι τὸ ἀεροδρόμιον τοῦ Λονδίνου εἶναι κατάλληλον διὰ νὰ προσγειωθῇ τὸ νέον ἐπιβατικὸν ἀεριωθούμενον Μπόινγκ 707. Προηγήθησαν μετρήσεις τοῦ θορύβου κατὰ τὴν ἀπογείωσιν καὶ τὴν προσγείωσιν, αἱ ὁποῖαι ἀπέδειξαν ὅτι ὁ θόρυβος δὲν ὑπερβαίνει τὰ ἐπιτρεπόμενα ὅρια. (1371, 1081, 1567, 1164)
engagements-header: Ἀρραβῶνες (6, 123, 101, 142)
funerals-header: ΚΗΔΕΙΑΙ (6, 949, 117, 980)
article-subheading: ΠΩΣ ΕΓΙΝΕ ΤΟ ΔΥΣΤΥΧΗΜΑ (792, 868, 963, 884)
article-headline: ΑΝΑΜΕΝΕΤΑΙ ΝΕΑ ΑΝΑΦΛΕΞΙΣ ΚΑΙ ΜΑΛΙΣΤΑ ΣΥΝΤΟΜΩΣ ΕΙΣ ΤΗΝ ΜΕΣΗΝ ΑΝΑΤΟΛΗΝ (1173, 348, 1562, 433)
article-text: Πολλοὶ ἀστυνομικοὶ ἐργάζονται νυχθημερὸν διὰ τὴν διαλεύκανσιν τοῦ ἐγκλήματος. Ἐξητάσθησαν ὅλοι οἱ ἐνοικιασταὶ δωματίων τῆς περιοχῆς καὶ ὅλοι οἱ ὁδηγοὶ ταξί. Ὁ ὄγκος τῆς ἐργασίας εἶναι τεράστιος. (977, 516, 1156, 578)
article-headline: Η ΑΝΑΖΗΤΗΣΙΣ ΤΟΥ ΕΚ ΒΕΛΓΙΚΟΥ ΚΟΓΚΟ ΝΕΟΥ (624, 303, 1132, 371)
article-text: Ἡ Τάιηλορ ἀρνεῖται νὰ σχολιάσῃ τὰς φήμας. «Ὁ Ἔντυ εἶναι ἁπλῶς καλὸς φίλος», ἐδήλωσεν εἰς τοὺς δημοσιογράφους. (407, 1562, 588, 1594)
article-kicker: Ἐντὸς 40 ἡμερῶν ἀπὸ τῆς διαπράξεως τοῦ (612, 13, 1143, 38)
article-lead: Παρὰ ταῦτα, ὅμως, οὐδὲν διαφωτιστικὸν προέκυψεν.— Ἡ δικογραφία θὰ διαβιβασθῆ πλέον εἰς τακτικὸν ἀνακριτήν.—Θὰ συνεχισθοῦν πάντως αἱ ἀστυνομικαὶ ἔρευναι.— Τί κατάθεσαν δύο συλληφθέντες εἰς Ὀλυμπίαν.— Εἶδον δύο νέους μὲ τὰ χαρακτηριστικὰ τῶν ἐνοικιαστῶν τοῦ Καλαμακίου.—Ἀλλ' ἄνοιξεν ἡ γῆ καὶ τοὺς κατάπιε.— Δὲν ἀνεγνώρισαν τὸ παυθέντα.— Χάνονται τὰ ἴχνη των εἰς τὸ Ναύπλιον.— Πῶς τοὺς περιγράφει τὸ «πληροφοριακὸν» δελτίον. (600, 206, 1156, 301)
article-text: Τὸν προσφιλῆ ἡμῶν σύζυγον, πατέρα καὶ πάππον ΝΙΚΟΛΑΟΝ ΚΩΝ. ΤΣΑΓΚΑΡΗΝ ἐτῶν 64 κηδεύομεν σήμερον τὴν 10 π.μ. ἐκ τοῦ ναοῦ τῶν Ἁγίων Θεοδώρων. Ἡ σύζυγος, τὰ τέκνα, οἱ ἐγγονοὶ καὶ λοιποὶ συγγενεῖς. (6, 982, 204, 1033)
